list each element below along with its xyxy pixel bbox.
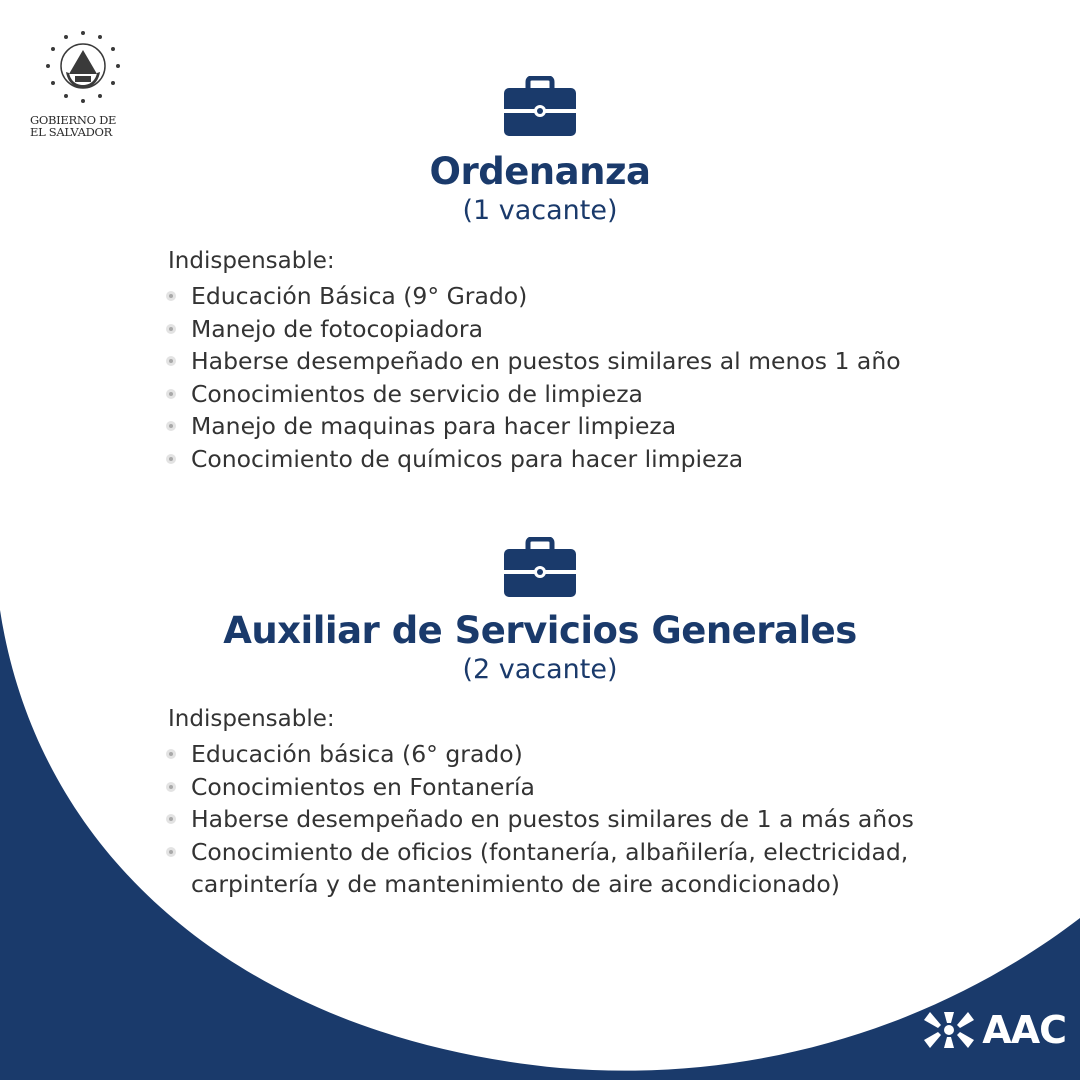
briefcase-icon [504, 537, 576, 599]
job-title: Ordenanza [429, 150, 651, 193]
brand-name: AAC [982, 1008, 1066, 1052]
bullet-icon [166, 324, 176, 334]
list-item: Manejo de maquinas para hacer limpieza [166, 410, 901, 443]
job-section-auxiliar [0, 537, 1080, 685]
aac-brand [922, 1008, 1066, 1052]
list-item: Conocimiento de oficios (fontanería, albañilería, electricidad, [166, 836, 914, 869]
job-vacancies: (2 vacante) [462, 654, 618, 685]
bullet-icon [166, 454, 176, 464]
job-section-ordenanza [0, 76, 1080, 226]
requirements-block-2 [166, 706, 914, 901]
bullet-icon [166, 749, 176, 759]
list-item: Manejo de fotocopiadora [166, 313, 901, 346]
requirements-list [166, 738, 914, 901]
bullet-icon [166, 421, 176, 431]
job-vacancies: (1 vacante) [462, 195, 618, 226]
bullet-icon [166, 389, 176, 399]
bullet-icon [166, 356, 176, 366]
logo-line-2: EL SALVADOR [30, 125, 112, 139]
list-item: Educación Básica (9° Grado) [166, 280, 901, 313]
bullet-icon [166, 782, 176, 792]
requirements-heading: Indispensable: [168, 248, 335, 274]
requirements-heading: Indispensable: [168, 706, 335, 732]
list-item: Haberse desempeñado en puestos similares al menos 1 año [166, 345, 901, 378]
logo-line-1: GOBIERNO DE [30, 113, 117, 127]
bullet-icon [166, 847, 176, 857]
aac-star-icon [922, 1008, 976, 1052]
list-item: Haberse desempeñado en puestos similares de 1 a más años [166, 803, 914, 836]
list-item: Conocimientos en Fontanería [166, 771, 914, 804]
briefcase-icon [504, 76, 576, 138]
list-item: Educación básica (6° grado) [166, 738, 914, 771]
bullet-icon [166, 814, 176, 824]
bullet-icon [166, 291, 176, 301]
requirements-block-1 [166, 248, 901, 475]
list-item: Conocimientos de servicio de limpieza [166, 378, 901, 411]
list-item-continuation: carpintería y de mantenimiento de aire acondicionado) [191, 870, 840, 898]
list-item: Conocimiento de químicos para hacer limpieza [166, 443, 901, 476]
requirements-list [166, 280, 901, 475]
job-title: Auxiliar de Servicios Generales [223, 609, 857, 652]
